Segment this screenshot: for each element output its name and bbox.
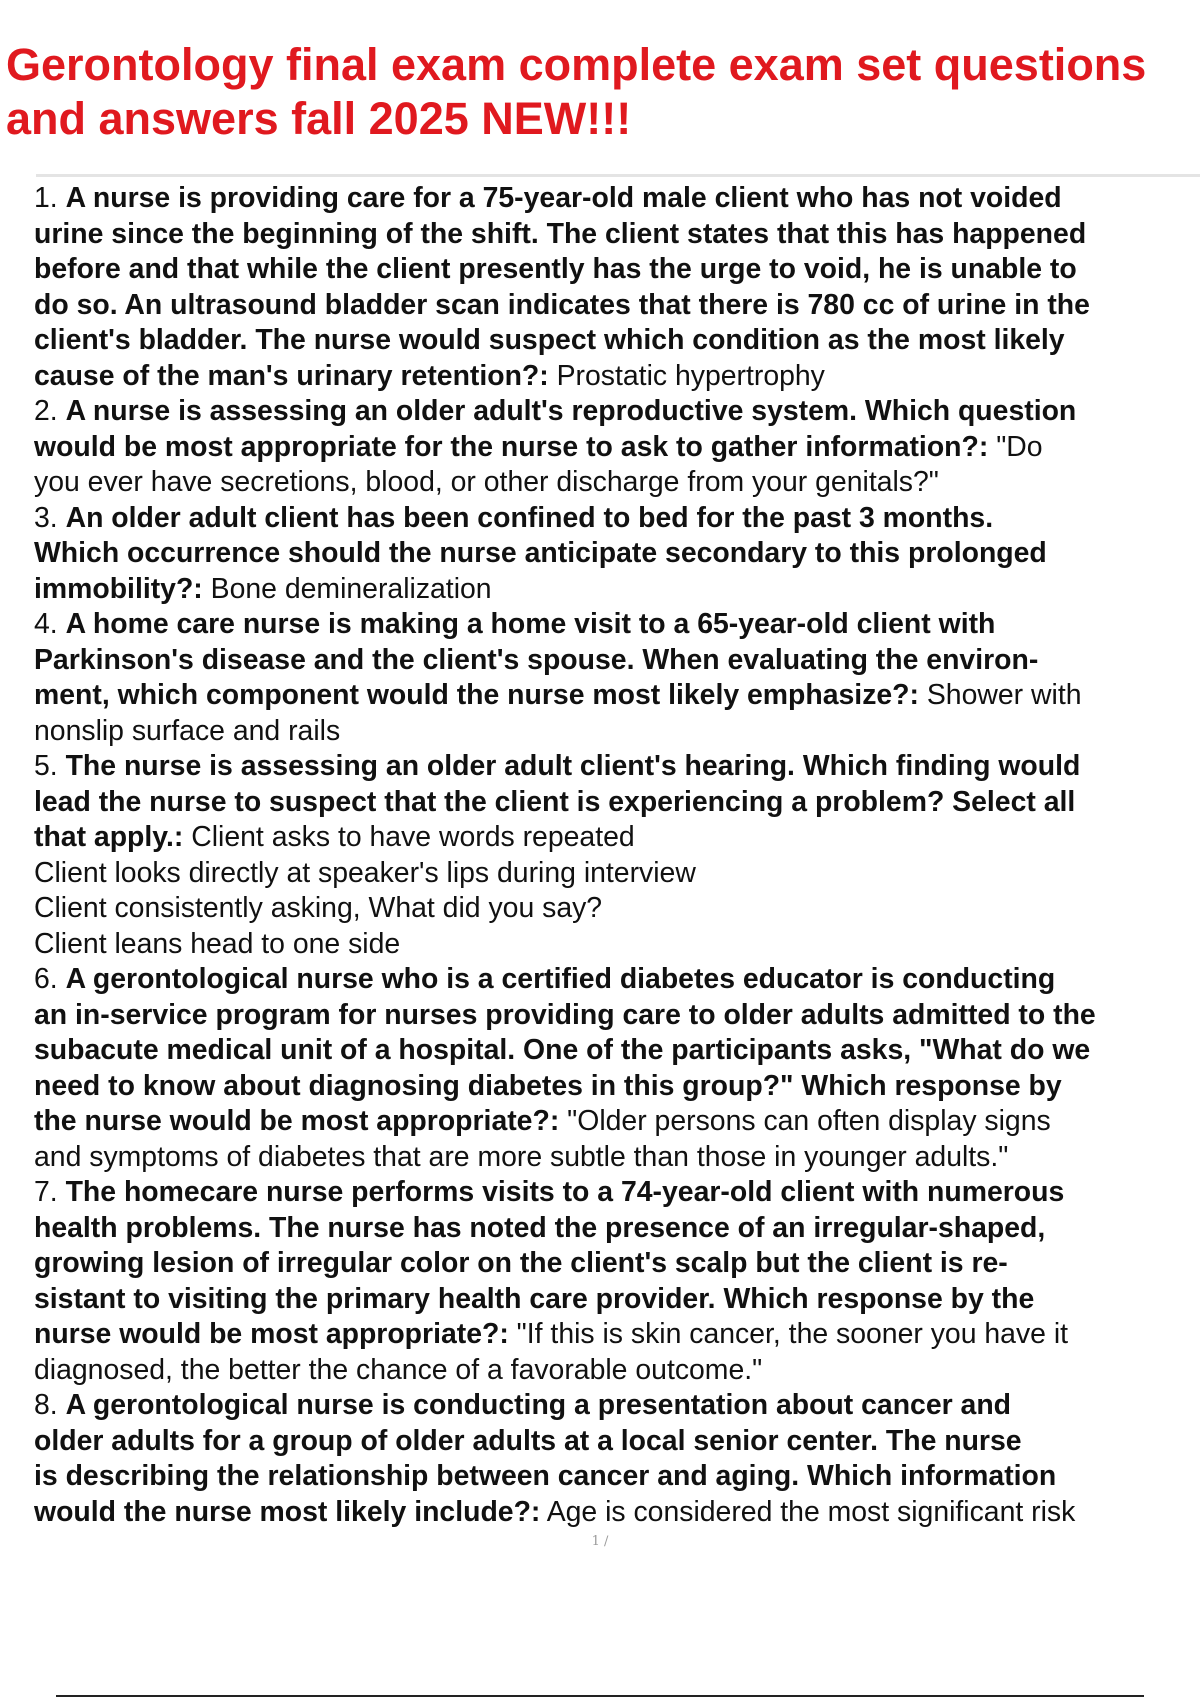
text-line [34, 181, 1200, 217]
text-line [34, 927, 1200, 963]
answer-text: nonslip surface and rails [34, 714, 341, 747]
question-number: 1. [34, 182, 58, 214]
text-line [34, 1211, 1200, 1247]
text-line [34, 217, 1200, 253]
text-line [34, 323, 1200, 359]
answer-text: "Older persons can often display signs [559, 1105, 1051, 1137]
answer-text: Shower with [918, 679, 1082, 711]
answer-text: Age is considered the most significant risk [540, 1495, 1076, 1528]
question-text: older adults for a group of older adults at a local senior center. The nurse [34, 1424, 1022, 1457]
text-line [34, 1246, 1200, 1282]
text-line [34, 856, 1200, 892]
question-item [34, 607, 1200, 749]
question-item [34, 181, 1200, 394]
question-text: would be most appropriate for the nurse to ask to gather information?: [34, 430, 989, 463]
question-text: urine since the beginning of the shift. The client states that this has happened [34, 217, 1087, 250]
text-line [34, 820, 1200, 856]
question-text: do so. An ultrasound bladder scan indicates that there is 780 cc of urine in the [34, 288, 1090, 321]
question-text: would the nurse most likely include?: [34, 1495, 541, 1528]
question-text: the nurse would be most appropriate?: [34, 1105, 560, 1137]
question-text: ment, which component would the nurse most likely emphasize?: [34, 679, 919, 711]
text-line [34, 394, 1200, 430]
answer-text: Client looks directly at speaker's lips during interview [34, 856, 696, 889]
question-list [34, 181, 1200, 1530]
title-line-1: Gerontology final exam complete exam set questions [6, 39, 1147, 90]
question-text: Parkinson's disease and the client's spouse. When evaluating the environ- [34, 643, 1039, 676]
question-item [34, 501, 1200, 608]
question-number: 2. [34, 395, 58, 427]
question-text: A gerontological nurse who is a certified diabetes educator is conducting [65, 963, 1056, 995]
question-text: before and that while the client presently has the urge to void, he is unable to [34, 253, 1077, 285]
text-line [34, 501, 1200, 537]
text-line [34, 1353, 1200, 1389]
question-text: is describing the relationship between cancer and aging. Which information [34, 1460, 1057, 1492]
question-text: A nurse is providing care for a 75-year-old male client who has not voided [65, 182, 1062, 214]
answer-text: Client leans head to one side [34, 927, 401, 960]
question-text: an in-service program for nurses providing care to older adults admitted to the [34, 998, 1096, 1031]
text-line [34, 1140, 1200, 1176]
question-text: client's bladder. The nurse would suspect which condition as the most likely [34, 324, 1065, 356]
question-number: 8. [34, 1389, 58, 1421]
title-divider [36, 174, 1200, 177]
text-line [34, 891, 1200, 927]
text-line [34, 749, 1200, 785]
question-item [34, 394, 1200, 501]
text-line [34, 607, 1200, 643]
answer-text: Bone demineralization [202, 572, 492, 605]
page-title [6, 38, 1200, 146]
footer-divider [56, 1695, 1144, 1697]
answer-text: "If this is skin cancer, the sooner you have it [508, 1318, 1069, 1350]
text-line [34, 1104, 1200, 1140]
question-text: that apply.: [34, 821, 184, 853]
text-line [34, 252, 1200, 288]
question-text: A gerontological nurse is conducting a presentation about cancer and [65, 1389, 1012, 1421]
text-line [34, 430, 1200, 466]
text-line [34, 288, 1200, 324]
question-text: cause of the man's urinary retention?: [34, 359, 549, 392]
text-line [34, 678, 1200, 714]
question-text: growing lesion of irregular color on the client's scalp but the client is re- [34, 1247, 1008, 1279]
text-line [34, 536, 1200, 572]
answer-text: diagnosed, the better the chance of a favorable outcome." [34, 1353, 763, 1386]
question-text: An older adult client has been confined to bed for the past 3 months. [65, 501, 994, 534]
question-number: 3. [34, 501, 58, 534]
text-line [34, 1424, 1200, 1460]
question-text: The homecare nurse performs visits to a 74-year-old client with numerous [65, 1176, 1065, 1208]
question-text: The nurse is assessing an older adult client's hearing. Which finding would [65, 750, 1081, 782]
text-line [34, 1459, 1200, 1495]
page-number: 1 / [591, 1534, 609, 1549]
question-text: A home care nurse is making a home visit to a 65-year-old client with [65, 608, 996, 640]
question-text: immobility?: [34, 572, 203, 605]
question-item [34, 962, 1200, 1175]
text-line [34, 1069, 1200, 1105]
question-text: A nurse is assessing an older adult's reproductive system. Which question [65, 395, 1077, 427]
title-line-2: and answers fall 2025 NEW!!! [6, 93, 632, 144]
answer-text: you ever have secretions, blood, or other discharge from your genitals?" [34, 466, 939, 498]
question-text: health problems. The nurse has noted the presence of an irregular-shaped, [34, 1211, 1046, 1244]
answer-text: Client asks to have words repeated [183, 821, 635, 853]
text-line [34, 962, 1200, 998]
question-item [34, 749, 1200, 962]
text-line [34, 572, 1200, 608]
question-text: subacute medical unit of a hospital. One of the participants asks, "What do we [34, 1034, 1091, 1066]
question-text: nurse would be most appropriate?: [34, 1318, 509, 1350]
text-line [34, 1317, 1200, 1353]
question-number: 5. [34, 750, 58, 782]
answer-text: and symptoms of diabetes that are more subtle than those in younger adults." [34, 1140, 1009, 1173]
answer-text: Prostatic hypertrophy [548, 359, 825, 392]
question-text: need to know about diagnosing diabetes in this group?" Which response by [34, 1069, 1062, 1102]
text-line [34, 465, 1200, 501]
question-text: Which occurrence should the nurse anticipate secondary to this prolonged [34, 537, 1047, 569]
text-line [34, 998, 1200, 1034]
question-number: 6. [34, 963, 58, 995]
text-line [34, 1033, 1200, 1069]
text-line [34, 1388, 1200, 1424]
question-number: 4. [34, 608, 58, 640]
question-text: lead the nurse to suspect that the client is experiencing a problem? Select all [34, 785, 1076, 818]
question-item [34, 1388, 1200, 1530]
text-line [34, 1175, 1200, 1211]
question-number: 7. [34, 1176, 58, 1208]
text-line [34, 359, 1200, 395]
answer-text: "Do [988, 430, 1043, 463]
text-line [34, 1495, 1200, 1531]
question-text: sistant to visiting the primary health care provider. Which response by the [34, 1282, 1035, 1315]
text-line [34, 1282, 1200, 1318]
answer-text: Client consistently asking, What did you say? [34, 892, 603, 924]
text-line [34, 643, 1200, 679]
text-line [34, 785, 1200, 821]
text-line [34, 714, 1200, 750]
question-item [34, 1175, 1200, 1388]
